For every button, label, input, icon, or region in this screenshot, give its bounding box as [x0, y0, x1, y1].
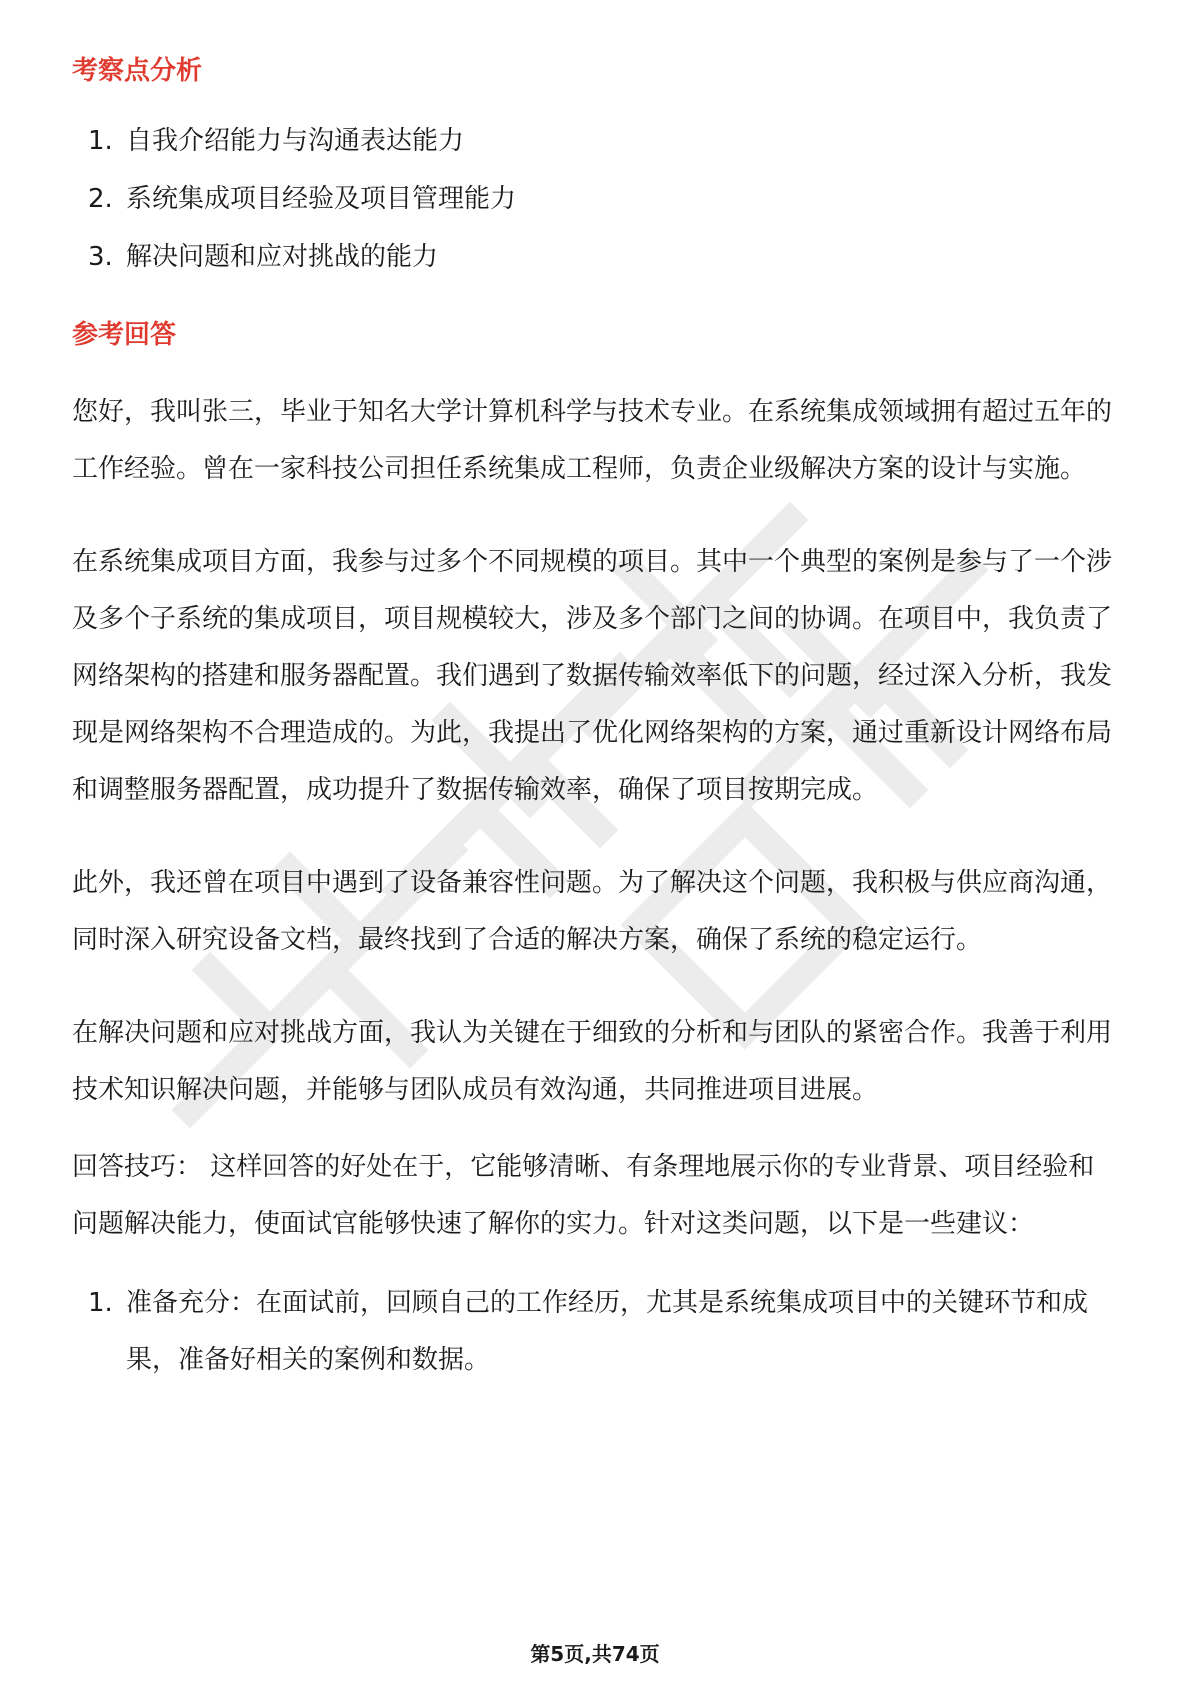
criteria-item — [72, 170, 1118, 228]
criteria-item — [72, 112, 1118, 170]
criteria-item — [72, 228, 1118, 286]
list-number: 2. — [88, 184, 113, 214]
criteria-heading: 考察点分析 — [72, 56, 203, 86]
list-number: 1. — [88, 126, 113, 156]
criteria-item-text: 自我介绍能力与沟通表达能力 — [126, 126, 465, 156]
answer-paragraph: 在系统集成项目方面，我参与过多个不同规模的项目。其中一个典型的案例是参与了一个涉及多个子系统的集成项目，项目规模较大，涉及多个部门之间的协调。在项目中，我负责了网络架构的搭建和服务器配置。我们遇到了数据传输效率低下的问题，经过深入分析，我发现是网络架构不合理造成的。为此，我提出了优化网络架构的方案，通过重新设计网络布局和调整服务器配置，成功提升了数据传输效率，确保了项目按期完成。 — [72, 547, 1113, 805]
tips-list — [72, 1275, 1118, 1389]
answer-paragraph: 您好，我叫张三，毕业于知名大学计算机科学与技术专业。在系统集成领域拥有超过五年的工作经验。曾在一家科技公司担任系统集成工程师，负责企业级解决方案的设计与实施。 — [72, 397, 1113, 484]
answer-heading: 参考回答 — [72, 320, 177, 350]
list-number: 1. — [88, 1288, 113, 1318]
criteria-item-text: 解决问题和应对挑战的能力 — [126, 242, 439, 272]
tip-item — [72, 1275, 1118, 1389]
criteria-list — [72, 112, 1118, 286]
list-number: 3. — [88, 242, 113, 272]
tip-text: 准备充分：在面试前，回顾自己的工作经历，尤其是系统集成项目中的关键环节和成果，准备好相关的案例和数据。 — [126, 1288, 1089, 1375]
page-content — [72, 42, 1118, 1389]
answer-paragraph: 在解决问题和应对挑战方面，我认为关键在于细致的分析和与团队的紧密合作。我善于利用技术知识解决问题，并能够与团队成员有效沟通，共同推进项目进展。 — [72, 1018, 1113, 1105]
answer-paragraph: 此外，我还曾在项目中遇到了设备兼容性问题。为了解决这个问题，我积极与供应商沟通，同时深入研究设备文档，最终找到了合适的解决方案，确保了系统的稳定运行。 — [72, 868, 1113, 955]
page-number: 第5页,共74页 — [530, 1642, 660, 1666]
answer-tips-intro: 回答技巧： 这样回答的好处在于，它能够清晰、有条理地展示你的专业背景、项目经验和问题解决能力，使面试官能够快速了解你的实力。针对这类问题，以下是一些建议： — [72, 1152, 1095, 1239]
criteria-item-text: 系统集成项目经验及项目管理能力 — [126, 184, 517, 214]
